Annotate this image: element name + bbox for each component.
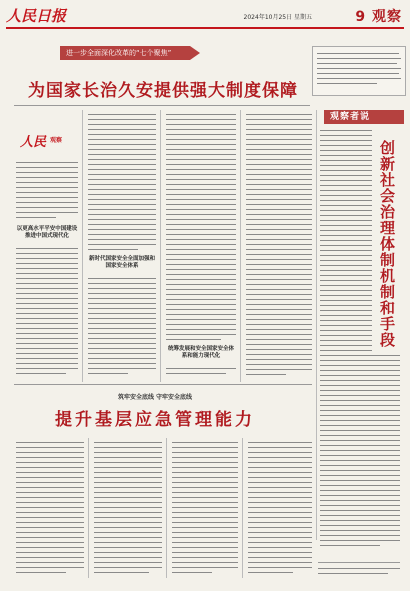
masthead-rule (6, 27, 404, 29)
newspaper-logo: 人民日报 (6, 7, 67, 25)
footnote-rule (318, 562, 400, 563)
observer-label: 观察者说 (330, 112, 371, 122)
topic-banner-text: 进一步全面深化改革的“七个聚焦” (66, 49, 172, 57)
column-subhead: 新时代国家安全全面加强和国家安全体系 (88, 256, 155, 269)
column-divider (160, 110, 161, 382)
column-divider (82, 110, 83, 382)
column-divider (240, 110, 241, 382)
masthead (6, 4, 404, 26)
observer-header (324, 110, 404, 124)
column-divider (316, 110, 317, 540)
headline-divider (14, 105, 310, 106)
bottom-headline: 提升基层应急管理能力 (55, 410, 255, 430)
topic-banner (60, 46, 190, 60)
column-subhead: 以更高水平平安中国建设推进中国式现代化 (16, 226, 78, 239)
renmin-guancha-logo: 人民 观察 (20, 135, 63, 150)
main-headline: 为国家长治久安提供强大制度保障 (28, 81, 298, 101)
issue-date: 2024年10月25日 星期五 (243, 14, 312, 21)
observer-title: 创新社会治理体制机制和手段 (378, 140, 396, 348)
column-subhead: 统筹发展和安全国家安全体系和能力现代化 (167, 346, 234, 359)
section-label: 9 观察 (355, 9, 402, 25)
bottom-kicker: 筑牢安全底线 守牢安全底线 (117, 394, 193, 401)
column-divider (242, 438, 243, 578)
column-divider (166, 438, 167, 578)
section-divider (14, 384, 312, 385)
summary-box (312, 46, 406, 96)
column-divider (88, 438, 89, 578)
